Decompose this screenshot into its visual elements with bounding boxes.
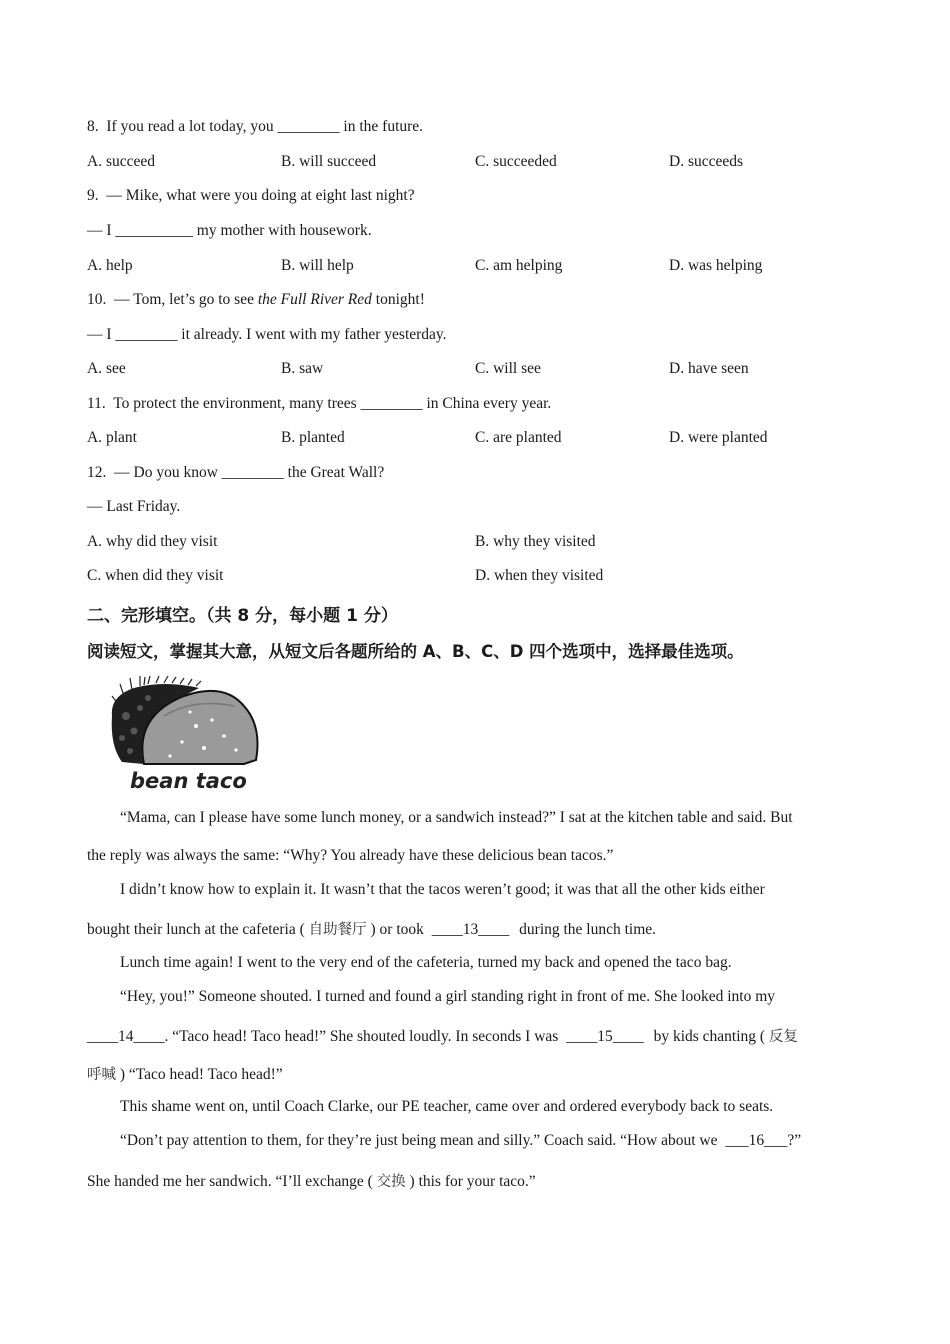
option-d: D. when they visited xyxy=(475,567,604,584)
question-text-prefix: — Tom, let’s go to see xyxy=(114,291,258,308)
question-text-suffix: tonight! xyxy=(371,291,425,308)
passage-text: ) “Taco head! Taco head!” xyxy=(119,1066,283,1083)
chinese-gloss: 交换 xyxy=(376,1174,406,1190)
option-d: D. succeeds xyxy=(669,153,744,170)
passage-p1-line2: the reply was always the same: “Why? You already have these delicious bean tacos.” xyxy=(87,847,614,864)
passage-text: bought their lunch at the cafeteria ( xyxy=(87,921,305,938)
option-b: B. saw xyxy=(281,360,324,377)
option-b: B. why they visited xyxy=(475,533,596,550)
chinese-gloss: 自助餐厅 xyxy=(308,922,367,938)
question-text: — Mike, what were you doing at eight last night? xyxy=(106,187,415,204)
passage-text: ) this for your taco.” xyxy=(409,1173,536,1190)
passage-text: . “Taco head! Taco head!” She shouted loudly. In seconds I was xyxy=(164,1028,559,1045)
chinese-gloss: 呼喊 xyxy=(87,1067,116,1083)
question-10-stem xyxy=(87,291,425,309)
movie-title: the Full River Red xyxy=(257,291,372,308)
option-a: A. help xyxy=(87,257,133,274)
passage-p4-line2 xyxy=(87,1025,798,1046)
option-b: B. will succeed xyxy=(281,153,377,170)
option-b: B. will help xyxy=(281,257,354,274)
option-d: D. have seen xyxy=(669,360,749,377)
question-8-stem xyxy=(87,118,423,136)
question-number: 12. xyxy=(87,464,107,481)
bean-taco-illustration xyxy=(104,676,264,794)
passage-text: “Don’t pay attention to them, for they’re just being mean and silly.” Coach said. “How about we xyxy=(120,1132,718,1149)
section-instruction: 阅读短文，掌握其大意，从短文后各题所给的 A、B、C、D 四个选项中，选择最佳选项。 xyxy=(87,642,744,661)
question-number: 9. xyxy=(87,187,99,204)
option-c: C. succeeded xyxy=(475,153,557,170)
passage-p4-line1: “Hey, you!” Someone shouted. I turned and found a girl standing right in front of me. She looked into my xyxy=(120,988,776,1005)
passage-text: She handed me her sandwich. “I’ll exchange ( xyxy=(87,1173,373,1190)
question-12-reply: — Last Friday. xyxy=(87,498,181,515)
question-text: To protect the environment, many trees ________ in China every year. xyxy=(113,395,552,412)
option-b: B. planted xyxy=(281,429,345,446)
passage-p5: This shame went on, until Coach Clarke, our PE teacher, came over and ordered everybody back to seats. xyxy=(120,1098,774,1115)
chinese-gloss: 反复 xyxy=(768,1029,798,1045)
section-title: 二、完形填空。（共 8 分，每小题 1 分） xyxy=(87,606,398,626)
question-number: 8. xyxy=(87,118,99,135)
passage-text: ?” xyxy=(787,1132,802,1149)
passage-p4-line3 xyxy=(87,1063,283,1084)
passage-p3: Lunch time again! I went to the very end of the cafeteria, turned my back and opened the taco bag. xyxy=(120,954,732,971)
option-a: A. plant xyxy=(87,429,137,446)
blank-16[interactable]: ___16___ xyxy=(725,1132,788,1149)
passage-p6-line2 xyxy=(87,1170,536,1191)
option-a: A. why did they visit xyxy=(87,533,218,550)
blank-15[interactable]: ____15____ xyxy=(566,1028,644,1045)
image-caption: bean taco xyxy=(130,769,247,793)
option-c: C. when did they visit xyxy=(87,567,224,584)
question-number: 10. xyxy=(87,291,107,308)
option-c: C. are planted xyxy=(475,429,562,446)
question-9-stem xyxy=(87,187,415,205)
passage-text: by kids chanting ( xyxy=(653,1028,766,1045)
question-text: — Do you know ________ the Great Wall? xyxy=(114,464,385,481)
passage-p1-line1: “Mama, can I please have some lunch money, or a sandwich instead?” I sat at the kitchen table and said. But xyxy=(120,809,793,826)
option-a: A. succeed xyxy=(87,153,155,170)
question-11-stem xyxy=(87,395,551,413)
taco-icon xyxy=(104,676,264,766)
option-c: C. am helping xyxy=(475,257,563,274)
passage-p2-line1: I didn’t know how to explain it. It wasn’t that the tacos weren’t good; it was that all the other kids either xyxy=(120,881,765,898)
blank-13[interactable]: ____13____ xyxy=(431,921,510,938)
passage-p2-line2 xyxy=(87,918,656,939)
passage-text: during the lunch time. xyxy=(519,921,657,938)
question-number: 11. xyxy=(87,395,106,412)
option-d: D. were planted xyxy=(669,429,768,446)
blank-14[interactable]: ____14____ xyxy=(87,1028,165,1045)
question-text: If you read a lot today, you ________ in the future. xyxy=(106,118,424,135)
option-a: A. see xyxy=(87,360,126,377)
option-d: D. was helping xyxy=(669,257,763,274)
question-10-reply: — I ________ it already. I went with my father yesterday. xyxy=(87,326,447,343)
passage-p6-line1 xyxy=(120,1132,801,1150)
passage-text: ) or took xyxy=(370,921,424,938)
option-c: C. will see xyxy=(475,360,541,377)
question-9-reply: — I __________ my mother with housework. xyxy=(87,222,372,239)
question-12-stem xyxy=(87,464,384,482)
